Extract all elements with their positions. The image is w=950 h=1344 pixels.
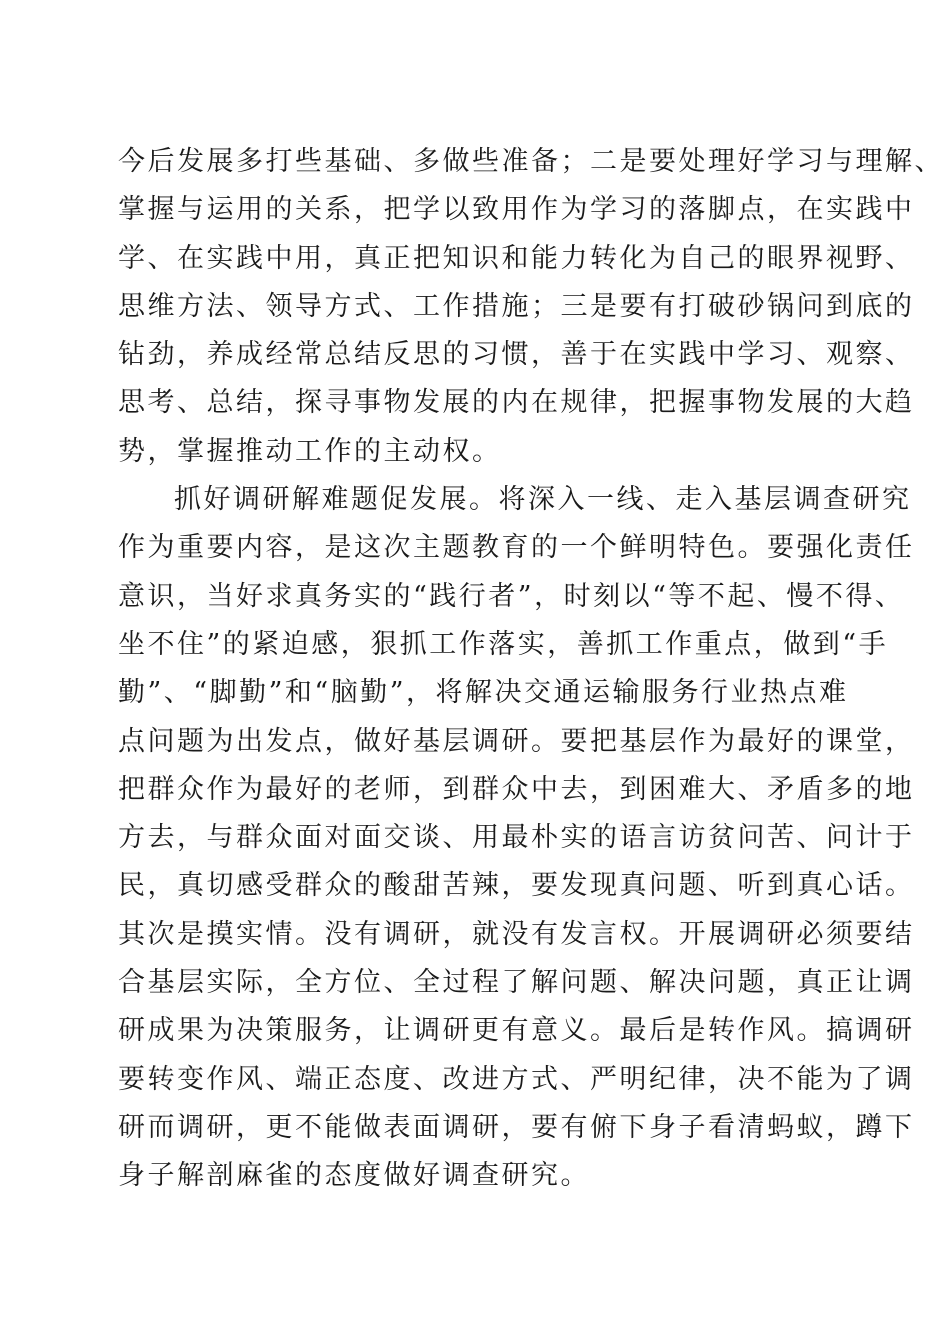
- text-line: 研成果为决策服务，让调研更有意义。最后是转作风。搞调研: [118, 1015, 915, 1047]
- text-line: 意识，当好求真务实的“践行者”，时刻以“等不起、慢不得、: [118, 580, 905, 612]
- text-line: 思考、总结，探寻事物发展的内在规律，把握事物发展的大趋: [118, 387, 915, 419]
- body-text: [118, 138, 944, 1201]
- text-line: 抓好调研解难题促发展。将深入一线、走入基层调查研究: [174, 484, 912, 516]
- text-line: 合基层实际，全方位、全过程了解问题、解决问题，真正让调: [118, 967, 915, 999]
- text-line: 坐不住”的紧迫感，狠抓工作落实，善抓工作重点，做到“手: [118, 628, 889, 660]
- text-line: 掌握与运用的关系，把学以致用作为学习的落脚点，在实践中: [118, 194, 915, 226]
- text-line: 民，真切感受群众的酸甜苦辣，要发现真问题、听到真心话。: [118, 870, 915, 902]
- text-line: 其次是摸实情。没有调研，就没有发言权。开展调研必须要结: [118, 918, 915, 950]
- text-line: 作为重要内容，是这次主题教育的一个鲜明特色。要强化责任: [118, 532, 915, 564]
- text-line: 要转变作风、端正态度、改进方式、严明纪律，决不能为了调: [118, 1063, 915, 1095]
- text-line: 今后发展多打些基础、多做些准备；二是要处理好学习与理解、: [118, 146, 944, 177]
- text-line: 思维方法、领导方式、工作措施；三是要有打破砂锅问到底的: [118, 290, 915, 322]
- text-line: 钻劲，养成经常总结反思的习惯，善于在实践中学习、观察、: [118, 339, 915, 371]
- text-line: 勤”、“脚勤”和“脑勤”，将解决交通运输服务行业热点难: [118, 677, 849, 709]
- text-line: 身子解剖麻雀的态度做好调查研究。: [118, 1160, 590, 1192]
- paragraph-2: [118, 476, 915, 1200]
- text-line: 方去，与群众面对面交谈、用最朴实的语言访贫问苦、问计于: [118, 822, 915, 854]
- text-line: 点问题为出发点，做好基层调研。要把基层作为最好的课堂，: [118, 725, 915, 757]
- text-line: 把群众作为最好的老师，到群众中去，到困难大、矛盾多的地: [118, 773, 915, 805]
- text-line: 学、在实践中用，真正把知识和能力转化为自己的眼界视野、: [118, 242, 915, 274]
- text-line: 研而调研，更不能做表面调研，要有俯下身子看清蚂蚁，蹲下: [118, 1111, 915, 1143]
- text-line: 势，掌握推动工作的主动权。: [118, 435, 502, 467]
- paragraph-1: [118, 138, 944, 476]
